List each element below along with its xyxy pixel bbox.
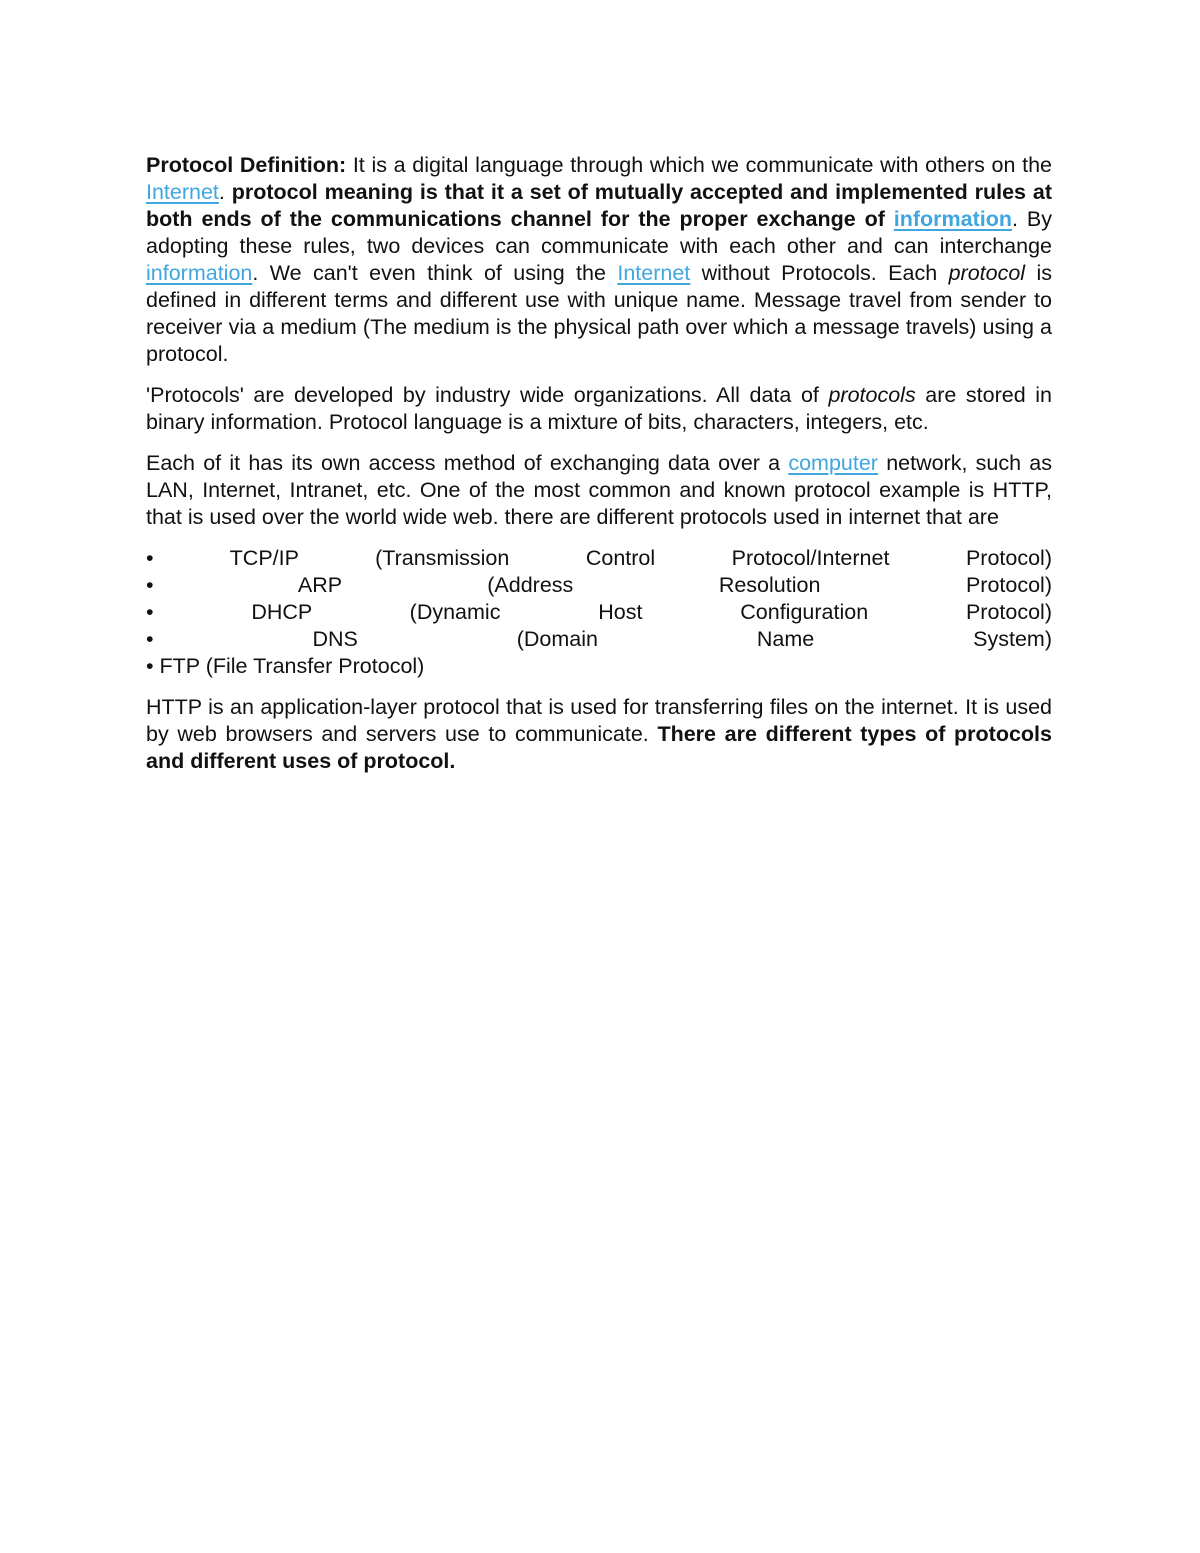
text-span: Each of it has its own access method of exchanging data over a (146, 451, 789, 475)
text-span: without Protocols. Each (690, 261, 949, 285)
text-span: HTTP is an application-layer protocol that is used for transferring files on the internet. It is used by web browsers and servers use to communicate. (146, 695, 1052, 746)
list-item: • TCP/IP (Transmission Control Protocol/Internet Protocol) (146, 546, 1052, 570)
text-span: network, such as LAN, Internet, Intranet, etc. One of the most common and known protocol example is HTTP, that is used over the world wide web. there are different protocols used in internet that are (146, 451, 1053, 529)
computer-link[interactable]: computer (788, 451, 878, 475)
text-span: are stored in binary information. Protocol language is a mixture of bits, characters, integers, etc. (146, 383, 1052, 434)
internet-link-2[interactable]: Internet (617, 261, 691, 285)
list-item: • FTP (File Transfer Protocol) (146, 654, 425, 678)
paragraph-protocol-definition (146, 152, 1052, 368)
information-link[interactable]: information (146, 261, 253, 285)
closing-bold-sentence: There are different types of protocols and different uses of protocol. (146, 722, 1052, 773)
italic-protocol: protocol (948, 261, 1026, 285)
list-item: • ARP (Address Resolution Protocol) (146, 573, 1052, 597)
text-span: 'Protocols' are developed by industry wide organizations. All data of (146, 383, 829, 407)
internet-link[interactable]: Internet (146, 180, 219, 204)
paragraph-http (146, 694, 1052, 775)
text-span: is defined in different terms and different use with unique name. Message travel from sender to receiver via a medium (The medium is the physical path over which a message travels) using a protocol. (146, 261, 1052, 366)
text-span: . We can't even think of using the (252, 261, 618, 285)
text-span: . By adopting these rules, two devices can communicate with each other and can interchange (146, 207, 1052, 258)
document-body (146, 152, 1052, 789)
definition-lead: Protocol Definition: (146, 153, 347, 177)
italic-protocols: protocols (828, 383, 916, 407)
text-span: It is a digital language through which we communicate with others on the (346, 153, 1052, 177)
text-span: . (218, 180, 232, 204)
protocol-bullet-list (146, 545, 1052, 680)
list-item: • DNS (Domain Name System) (146, 627, 1052, 651)
paragraph-access-method (146, 450, 1052, 531)
list-item: • DHCP (Dynamic Host Configuration Protocol) (146, 600, 1052, 624)
bold-definition-text: protocol meaning is that it a set of mutually accepted and implemented rules at both ends of the communications channel for the proper exchange of (146, 180, 1052, 231)
paragraph-protocols-developed (146, 382, 1052, 436)
information-link-bold[interactable]: information (893, 207, 1013, 231)
